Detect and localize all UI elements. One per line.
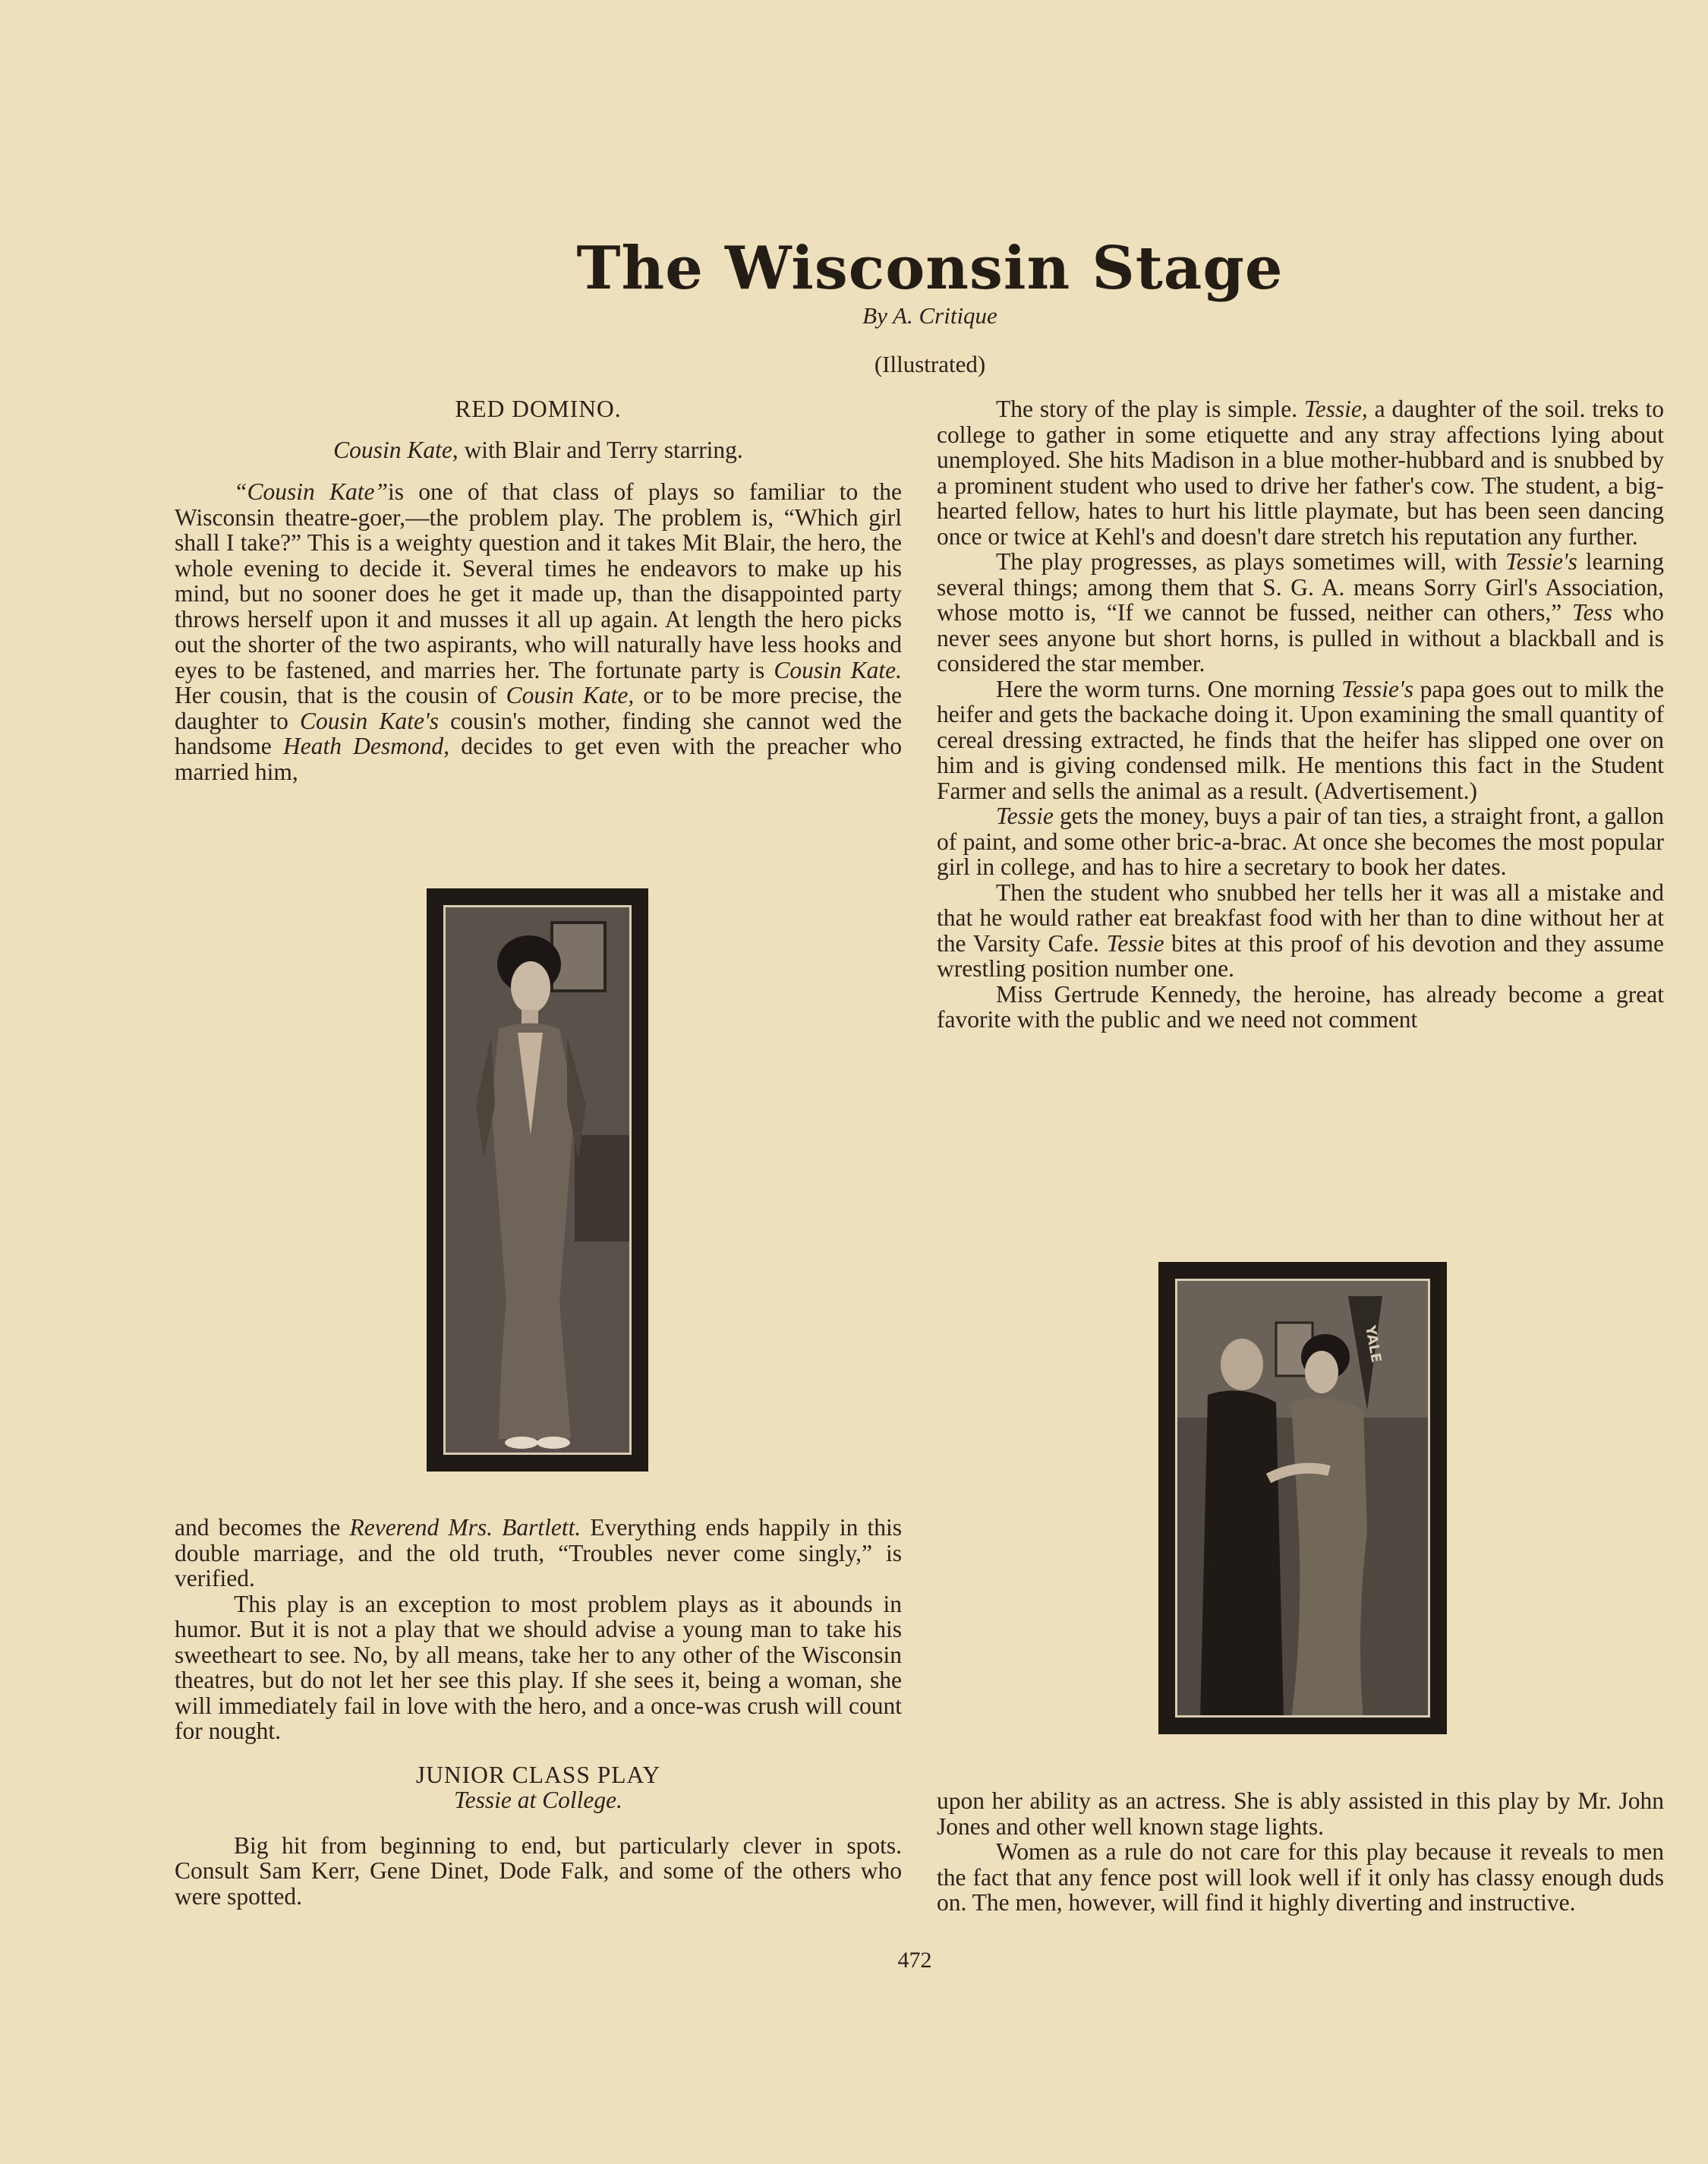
text-run: Everything ends happily in this double marriage, and the old truth, “Troubles never come singly,” is verified. bbox=[175, 1514, 902, 1591]
italic-text: Cousin Kate, bbox=[506, 682, 635, 708]
italic-text: Tessie bbox=[996, 803, 1054, 829]
subtitle-rest: with Blair and Terry starring. bbox=[458, 436, 743, 463]
text-run: decides to get even with the preacher who married him, bbox=[175, 733, 903, 785]
photo-frame bbox=[443, 905, 632, 1455]
paragraph-cousin-kate-1 bbox=[175, 479, 902, 784]
article-title: The Wisconsin Stage bbox=[576, 234, 1284, 303]
paragraph-story-3 bbox=[937, 677, 1664, 804]
italic-text: Tessie's bbox=[1505, 548, 1577, 575]
paragraph-story-6-continued: upon her ability as an actress. She is ably assisted in this play by Mr. John Jones and other well known stage lights. bbox=[937, 1787, 1664, 1840]
text-run: Her cousin, that is the cousin of bbox=[175, 682, 506, 708]
woman-figure-illustration bbox=[446, 907, 632, 1455]
photo-frame bbox=[1175, 1279, 1430, 1718]
text-run: bites at this proof of his devotion and they assume wrestling position number one. bbox=[937, 929, 1664, 982]
right-column-top bbox=[937, 396, 1664, 1033]
photo-standing-woman bbox=[427, 888, 648, 1472]
section-subtitle-tessie bbox=[175, 1787, 902, 1813]
byline: By A. Critique bbox=[862, 302, 997, 329]
play-title: Tessie at College. bbox=[454, 1787, 622, 1813]
italic-text: Tessie's bbox=[1341, 675, 1413, 702]
italic-text: Tess bbox=[1571, 599, 1613, 626]
text-run: is one of that class of plays so familiar to the Wisconsin theatre-goer,—the problem play. The problem is, “Which girl shall I take?” This is a weighty question and it takes Mit Blair, the hero, the whole evening to decide it. Several times he endeavors to make up his mind, but no sooner does he get it made up, than the disappointed party throws herself upon it and musses it all up again. At length the hero picks out the shorter of the two aspirants, who will naturally have less hooks and eyes to be fastened, and marries her. The fortunate party is bbox=[175, 478, 902, 683]
paragraph-story-7: Women as a rule do not care for this play because it reveals to men the fact that any fence post will look well if it only has classy enough duds on. The men, however, will find it highly diverting and instructive. bbox=[937, 1838, 1664, 1916]
pennant-text: YALE bbox=[1362, 1324, 1385, 1364]
text-run: papa goes out to milk the heifer and gets the backache doing it. Upon examining the small quantity of cereal dressing extracted, he finds that the heifer has slipped one over on him and is giving condensed milk. He mentions this fact in the Student Farmer and sells the animal as a result. (Advertisement.) bbox=[937, 675, 1664, 804]
paragraph-story-4 bbox=[937, 803, 1664, 880]
italic-text: Cousin Kate. bbox=[774, 656, 902, 683]
page-number: 472 bbox=[897, 1948, 932, 1973]
play-title: Cousin Kate, bbox=[333, 436, 459, 463]
section-heading-junior-class-play: JUNIOR CLASS PLAY bbox=[415, 1761, 661, 1788]
italic-text: Reverend Mrs. Bartlett. bbox=[349, 1514, 581, 1541]
text-run: Then the student who snubbed her tells her it was all a mistake and that he would rather eat breakfast food with her than to dine without her at the Varsity Cafe. bbox=[937, 879, 1664, 957]
text-run: The play progresses, as plays sometimes will, with bbox=[996, 548, 1506, 575]
paragraph-story-2 bbox=[937, 549, 1664, 677]
text-run: and becomes the bbox=[175, 1514, 350, 1541]
paragraph-story-1 bbox=[937, 396, 1664, 549]
left-column-bottom bbox=[175, 1515, 902, 1909]
photo-couple bbox=[1158, 1262, 1447, 1734]
paragraph-story-6: Miss Gertrude Kennedy, the heroine, has already become a great favorite with the public and we need not comment bbox=[937, 980, 1664, 1033]
text-run: Here the worm turns. One morning bbox=[996, 675, 1342, 702]
italic-text: Heath Desmond, bbox=[282, 733, 450, 759]
section-heading-red-domino: RED DOMINO. bbox=[455, 396, 622, 422]
paragraph-cousin-kate-continued bbox=[175, 1515, 902, 1591]
paragraph-junior-class-play: Big hit from beginning to end, but particularly clever in spots. Consult Sam Kerr, Gene Dinet, Dode Falk, and some of the others who were spotted. bbox=[175, 1831, 902, 1910]
text-run: or to be more precise, the daughter to bbox=[175, 682, 903, 734]
italic-text: Tessie bbox=[1106, 929, 1164, 957]
text-run: cousin's mother, finding she cannot wed the handsome bbox=[175, 707, 902, 759]
section-subtitle-cousin-kate bbox=[175, 437, 902, 463]
left-column-top bbox=[175, 396, 902, 784]
italic-text: Tessie, bbox=[1304, 396, 1368, 422]
right-column-bottom bbox=[937, 1788, 1664, 1916]
paragraph-story-5 bbox=[937, 880, 1664, 982]
italic-text: “Cousin Kate” bbox=[234, 478, 389, 505]
text-run: gets the money, buys a pair of tan ties, a straight front, a gallon of paint, and some other bric-a-brac. At once she becomes the most popular girl in college, and has to hire a secretary to book her dates. bbox=[937, 803, 1664, 880]
text-run: The story of the play is simple. bbox=[996, 396, 1305, 422]
paragraph-cousin-kate-2: This play is an exception to most problem plays as it abounds in humor. But it is not a play that we should advise a young man to take his sweetheart to see. No, by all means, take her to any other of the Wisconsin theatres, but do not let her see this play. If she sees it, being a woman, she will immediately fail in love with the hero, and a once-was crush will count for nought. bbox=[175, 1590, 902, 1744]
text-run: learning several things; among them that S. G. A. means Sorry Girl's Association, whose motto is, “If we cannot be fussed, neither can others,” bbox=[937, 548, 1664, 626]
italic-text: Cousin Kate's bbox=[300, 707, 439, 734]
illustrated-note: (Illustrated) bbox=[874, 351, 986, 377]
couple-illustration bbox=[1177, 1281, 1430, 1718]
text-run: a daughter of the soil. treks to college to gather in some etiquette and any stray affections lying about unemployed. She hits Madison in a blue mother-hubbard and is snubbed by a prominent student who used to drive her father's cow. The student, a big-hearted fellow, hates to hurt his little playmate, but has been seen dancing once or twice at Kehl's and doesn't dare stretch his reputation any further. bbox=[937, 396, 1665, 550]
text-run: who never sees anyone but short horns, is pulled in without a blackball and is considered the star member. bbox=[937, 599, 1664, 677]
